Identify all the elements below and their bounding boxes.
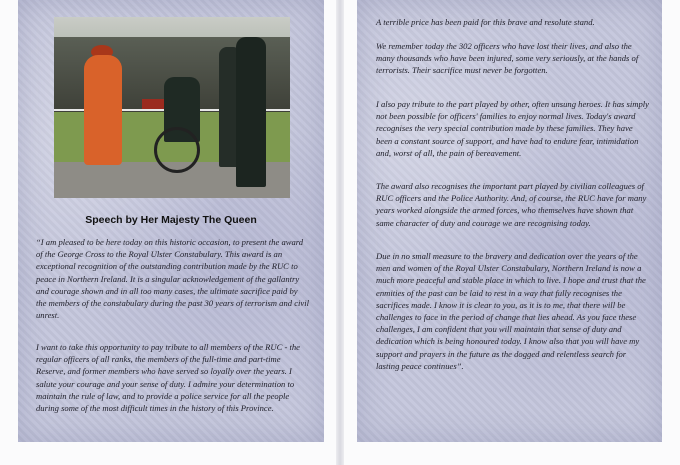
left-paragraph-1: “I am pleased to be here today on this historic occasion, to present the award of the George Cross to the Royal Ulster Constabulary. This award is an exceptional recognition of the outstanding contribution made by the RUC to peace in Northern Ireland. It is a singular acknowledgement of the gallantry and courage shown and in all too many cases, the ultimate sacrifice paid by the members of the constabulary during the past 30 years of terrorism and civil unrest. — [36, 237, 309, 321]
right-paragraph-2: We remember today the 302 officers who have lost their lives, and also the many thousands who have been injured, some very seriously, at the hands of terrorists. Their sacrifice must never be forgotten. — [376, 41, 639, 76]
left-paragraph-2: I want to take this opportunity to pay tribute to all members of the RUC - the regular officers of all ranks, the members of the full-time and part-time Reserve, and former members who have served so loyally over the years. I salute your courage and your sense of duty. I admire your determination to maintain the rule of law, and to provide a police service for all the people during some of the most difficult times in the history of this Province. — [36, 342, 300, 414]
right-paragraph-5: Due in no small measure to the bravery and dedication over the years of the men and women of the Royal Ulster Constabulary, Northern Ireland is now a much more peaceful and stable place in which to live. I hope and trust that the enmities of the past can be laid to rest in a way that fully recognises the sacrifices made. I know it is clear to you, as it is to me, that there will be challenges to face in the period of change that lies ahead. As you face these challenges, I am confident that you will maintain that sense of duty and dedication which is being honoured today. I know also that you will have my support and prayers in the future as the dogged and relentless search for lasting peace continues”. — [376, 251, 646, 371]
right-paragraph-3: I also pay tribute to the part played by other, often unsung heroes. It has simply not been possible for officers' families to enjoy normal lives. Today's award recognises the very special contribution made by these families. They have been a constant source of support, and have had to endure fear, intimidation and, worst of all, the pain of bereavement. — [376, 99, 649, 158]
page-gutter — [336, 0, 344, 465]
officer-figure-standing — [236, 37, 266, 187]
speech-heading: Speech by Her Majesty The Queen — [85, 214, 257, 226]
queen-figure — [84, 55, 122, 165]
wheelchair-wheel — [154, 127, 200, 173]
award-case — [142, 99, 164, 109]
right-paragraph-1: A terrible price has been paid for this brave and resolute stand. — [376, 17, 595, 27]
ceremony-photo — [54, 17, 290, 198]
right-paragraph-4: The award also recognises the important part played by civilian colleagues of RUC officers and the Police Authority. And, of course, the RUC have for many years worked alongside the armed forces, who themselves have shown that same character of duty and courage we are recognising today. — [376, 181, 647, 228]
